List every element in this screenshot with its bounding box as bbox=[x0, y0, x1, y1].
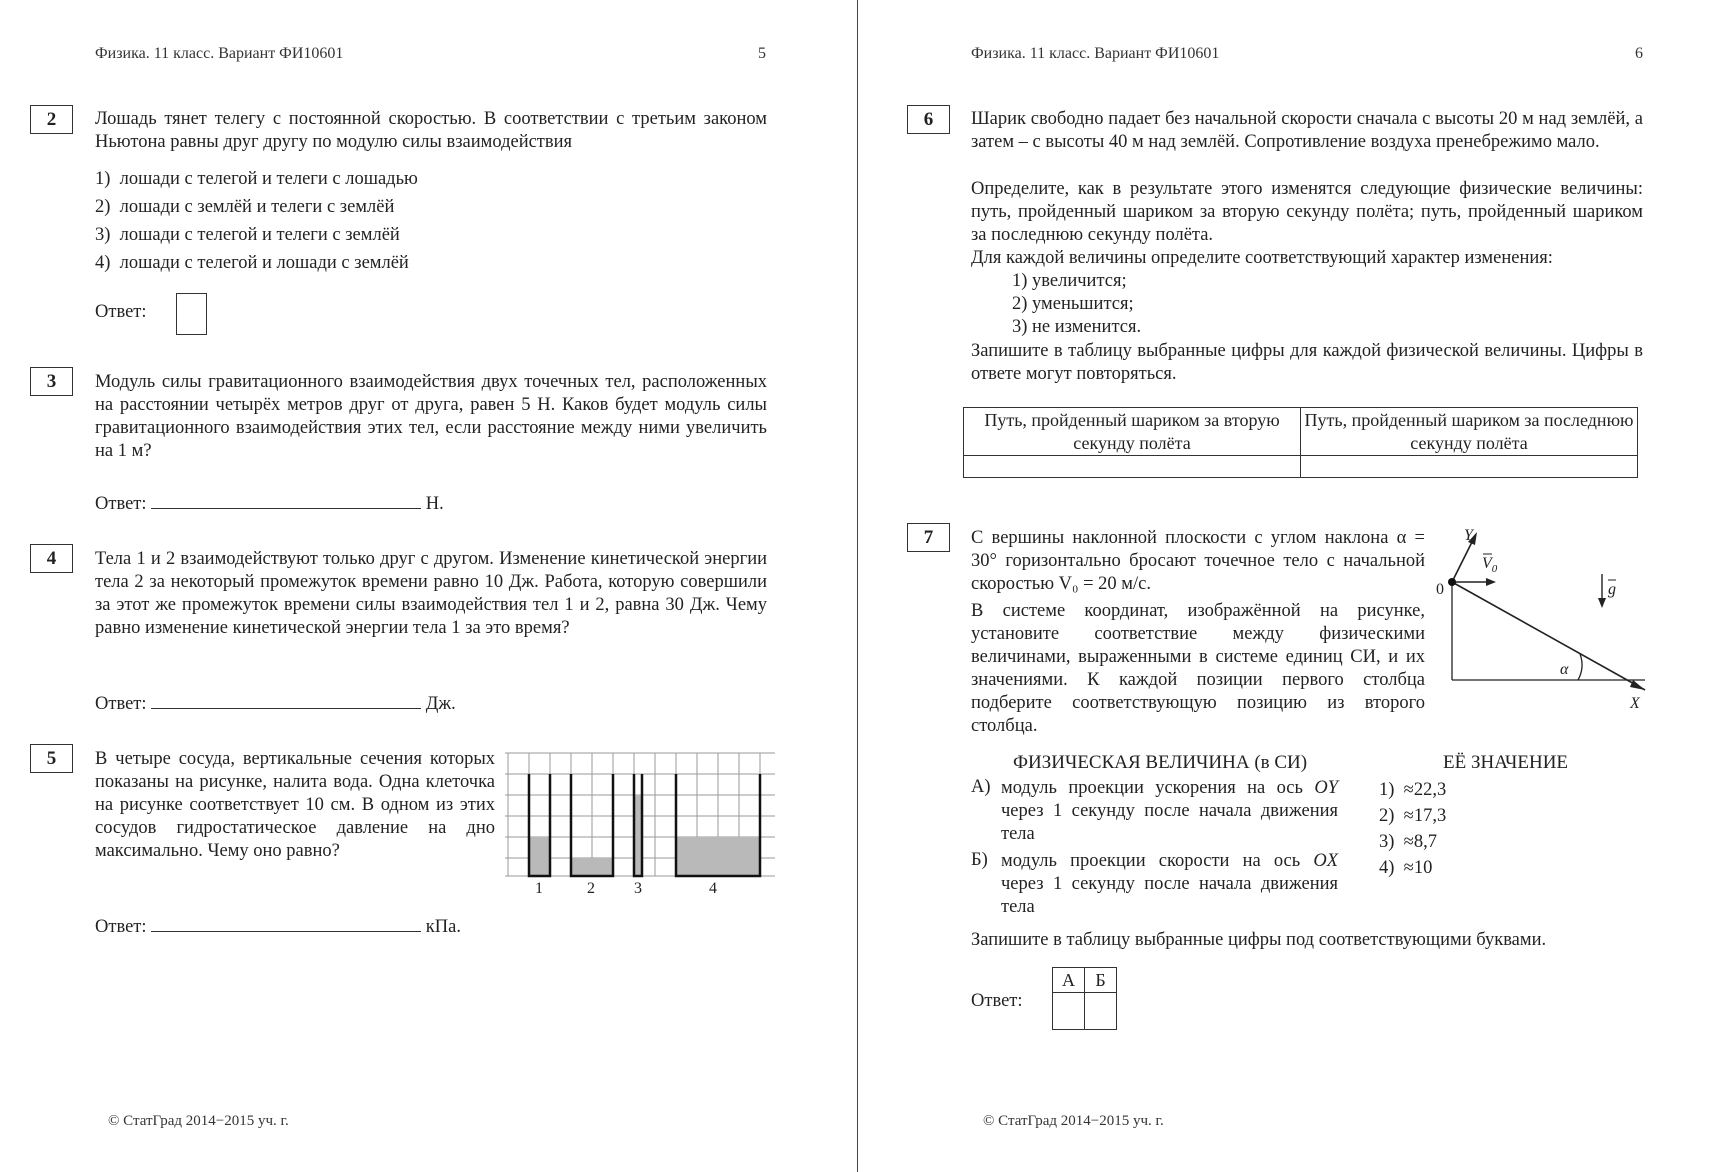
y-axis-label: Y bbox=[1464, 527, 1473, 544]
quantity-b-text: модуль проекции скорости на ось OX через 1 секунду после начала движения тела bbox=[1001, 851, 1338, 917]
question-4-number: 4 bbox=[30, 544, 73, 573]
question-4-answer-line[interactable] bbox=[151, 688, 421, 709]
vessel-label-4: 4 bbox=[709, 880, 717, 895]
answer-col-b-header: Б bbox=[1085, 968, 1117, 993]
question-2-option-2: 2) лошади с землёй и телеги с землёй bbox=[95, 197, 395, 217]
table-answer-cell-2[interactable] bbox=[1301, 456, 1638, 478]
table-answer-cell-1[interactable] bbox=[964, 456, 1301, 478]
question-2-answer-box[interactable] bbox=[176, 293, 207, 335]
vessel-1-water bbox=[529, 837, 550, 876]
question-4-unit: Дж. bbox=[425, 694, 456, 714]
question-3-answer-line[interactable] bbox=[151, 488, 421, 509]
page-divider bbox=[857, 0, 858, 1172]
x-axis-label: X bbox=[1630, 695, 1640, 712]
right-page-header: Физика. 11 класс. Вариант ФИ10601 bbox=[971, 45, 1220, 62]
incline-slope-axis bbox=[1452, 582, 1645, 690]
column-1-header: ФИЗИЧЕСКАЯ ВЕЛИЧИНА (в СИ) bbox=[1013, 752, 1308, 773]
angle-label: α bbox=[1560, 661, 1569, 678]
change-option-1: 1) увеличится; bbox=[1012, 271, 1127, 291]
v0-label: $V_0$ bbox=[1482, 555, 1498, 575]
answer-col-a-header: А bbox=[1053, 968, 1085, 993]
x-axis-arrow-icon bbox=[1630, 680, 1645, 690]
question-2-option-3: 3) лошади с телегой и телеги с землёй bbox=[95, 225, 400, 245]
question-2-options bbox=[95, 165, 767, 277]
question-7-paragraph-2: В системе координат, изображённой на рисунке, установите соответствие между физическими величинами, выраженными в системе единиц СИ, и их значениями. К каждой позиции первого столбца подберите соответствующую позицию из второго столбца. bbox=[971, 601, 1425, 736]
question-3-answer bbox=[95, 488, 495, 515]
question-5-text: В четыре сосуда, вертикальные сечения которых показаны на рисунке, налита вода. Одна клеточка на рисунке соответствует 10 см. В одном из этих сосудов гидростатическое давление на дно максимально. Чему оно равно? bbox=[95, 749, 495, 861]
question-7-instruction: Запишите в таблицу выбранные цифры под соответствующими буквами. bbox=[971, 930, 1547, 950]
answer-cell-b[interactable] bbox=[1085, 993, 1117, 1030]
question-4-answer bbox=[95, 688, 495, 715]
right-page-number: 6 bbox=[1635, 45, 1643, 62]
value-1: 1) ≈22,3 bbox=[1379, 780, 1447, 800]
quantity-b-letter: Б) bbox=[971, 850, 988, 870]
change-option-3: 3) не изменится. bbox=[1012, 317, 1142, 337]
g-arrow-icon bbox=[1598, 598, 1606, 608]
launch-point bbox=[1448, 578, 1456, 586]
question-6-paragraph-4: Запишите в таблицу выбранные цифры для каждой физической величины. Цифры в ответе могут повторяться. bbox=[971, 341, 1643, 384]
question-4-answer-label: Ответ: bbox=[95, 694, 147, 714]
angle-arc bbox=[1578, 654, 1582, 680]
vessel-4-water bbox=[676, 837, 760, 876]
question-6-paragraph-1: Шарик свободно падает без начальной скорости сначала с высоты 20 м над землёй, а затем – с высоты 40 м над землёй. Сопротивление воздуха пренебрежимо мало. bbox=[971, 109, 1643, 152]
answer-cell-a[interactable] bbox=[1053, 993, 1085, 1030]
question-5-number: 5 bbox=[30, 744, 73, 773]
question-2-text: Лошадь тянет телегу с постоянной скоростью. В соответствии с третьим законом Ньютона равны друг другу по модулю силы взаимодействия bbox=[95, 109, 767, 152]
question-7-answer-table bbox=[1052, 967, 1117, 1030]
question-3-text: Модуль силы гравитационного взаимодействия двух точечных тел, расположенных на расстоянии четырёх метров друг от друга, равен 5 Н. Каков будет модуль силы гравитационного взаимодействия этих тел, если расстояние между ними увеличить на 1 м? bbox=[95, 372, 767, 461]
origin-label: 0 bbox=[1436, 581, 1444, 598]
right-page-footer: © СтатГрад 2014−2015 уч. г. bbox=[983, 1113, 1164, 1129]
question-6-paragraph-2: Определите, как в результате этого изменятся следующие физические величины: путь, пройденный шариком за вторую секунду полёта; путь, пройденный шариком за последнюю секунду полёта. bbox=[971, 179, 1643, 245]
table-header-last-second: Путь, пройденный шариком за последнюю секунду полёта bbox=[1301, 408, 1638, 456]
question-2-option-1: 1) лошади с телегой и телеги с лошадью bbox=[95, 169, 418, 189]
question-5-unit: кПа. bbox=[425, 917, 461, 937]
vessel-2-water bbox=[571, 858, 613, 876]
left-page-footer: © СтатГрад 2014−2015 уч. г. bbox=[108, 1113, 289, 1129]
change-option-2: 2) уменьшится; bbox=[1012, 294, 1134, 314]
question-7-paragraph-1: С вершины наклонной плоскости с углом наклона α = 30° горизонтально бросают точечное тело с начальной скоростью V₀ = 20 м/с. bbox=[971, 528, 1425, 594]
quantity-a-letter: А) bbox=[971, 777, 991, 797]
quantity-a-text: модуль проекции ускорения на ось OY через 1 секунду после начала движения тела bbox=[1001, 778, 1338, 844]
question-3-number: 3 bbox=[30, 367, 73, 396]
question-5-answer-label: Ответ: bbox=[95, 917, 147, 937]
question-3-answer-label: Ответ: bbox=[95, 494, 147, 514]
vessel-label-3: 3 bbox=[634, 880, 642, 895]
question-6-paragraph-3: Для каждой величины определите соответствующий характер изменения: bbox=[971, 248, 1553, 268]
question-6-number: 6 bbox=[907, 105, 950, 134]
values-list bbox=[1379, 777, 1446, 881]
question-5-answer-line[interactable] bbox=[151, 911, 421, 932]
question-4-text: Тела 1 и 2 взаимодействуют только друг с другом. Изменение кинетической энергии тела 2 за некоторый промежуток времени равно 10 Дж. Работа, которую совершили за этот же промежуток времени силы взаимодействия тел 1 и 2, равна 30 Дж. Чему равно изменение кинетической энергии тела 1 за это время? bbox=[95, 549, 767, 638]
value-3: 3) ≈8,7 bbox=[1379, 832, 1437, 852]
question-2-option-4: 4) лошади с телегой и лошади с землёй bbox=[95, 253, 409, 273]
question-5-answer bbox=[95, 911, 495, 938]
question-6-answer-table bbox=[963, 407, 1638, 478]
left-page-number: 5 bbox=[758, 45, 766, 62]
quantity-a bbox=[971, 777, 1371, 846]
question-6-change-options bbox=[1012, 270, 1141, 339]
table-header-second-second: Путь, пройденный шариком за вторую секунду полёта bbox=[964, 408, 1301, 456]
quantity-b bbox=[971, 850, 1371, 919]
v0-arrow-icon bbox=[1486, 578, 1496, 586]
incline-diagram bbox=[1430, 522, 1652, 712]
vessels-figure bbox=[505, 745, 780, 895]
question-2-number: 2 bbox=[30, 105, 73, 134]
question-2-answer-label: Ответ: bbox=[95, 302, 147, 322]
value-2: 2) ≈17,3 bbox=[1379, 806, 1447, 826]
left-page-header: Физика. 11 класс. Вариант ФИ10601 bbox=[95, 45, 344, 62]
g-label: g bbox=[1608, 581, 1616, 598]
vessel-label-1: 1 bbox=[535, 880, 543, 895]
column-2-header: ЕЁ ЗНАЧЕНИЕ bbox=[1443, 752, 1569, 773]
question-7-answer-label: Ответ: bbox=[971, 991, 1023, 1011]
question-7-number: 7 bbox=[907, 523, 950, 552]
question-3-unit: Н. bbox=[425, 494, 444, 514]
value-4: 4) ≈10 bbox=[1379, 858, 1433, 878]
vessel-label-2: 2 bbox=[587, 880, 595, 895]
